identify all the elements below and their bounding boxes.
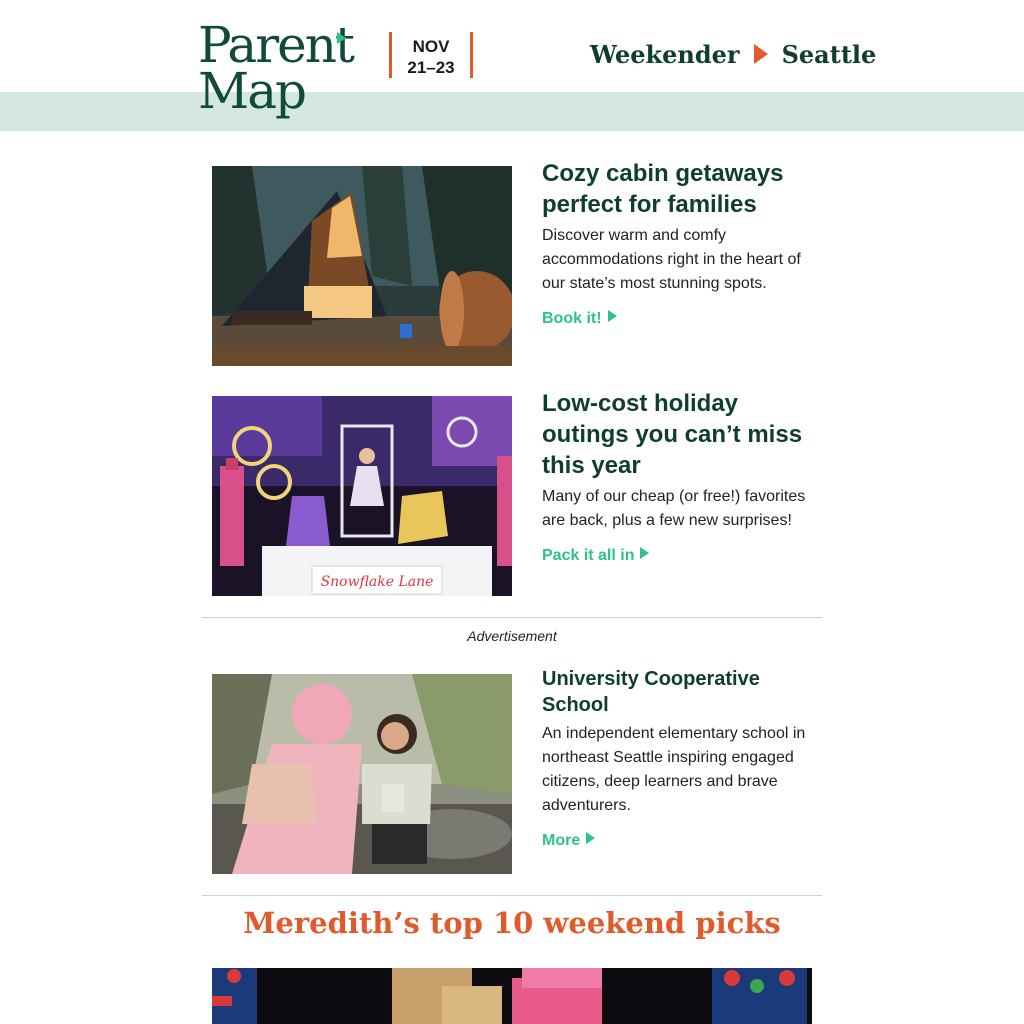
issue-range: 21–23 — [407, 58, 455, 77]
book-it-link[interactable] — [542, 310, 617, 328]
article-description: Many of our cheap (or free!) favorites are back, plus a few new surprises! — [542, 488, 806, 529]
pack-it-all-in-link[interactable] — [542, 547, 649, 565]
ad-description: An independent elementary school in northeast Seattle inspiring engaged citizens, deep learners and brave adventurers. — [542, 725, 806, 814]
parade-float-sign: Snowflake Lane — [320, 574, 434, 590]
issue-month: NOV — [412, 37, 450, 56]
divider — [202, 895, 822, 896]
play-arrow-icon — [586, 832, 595, 844]
logo-arrow-icon — [337, 32, 346, 44]
advertisement-label: Advertisement — [467, 628, 557, 644]
more-link[interactable] — [542, 832, 595, 850]
parentmap-logo[interactable] — [198, 14, 358, 124]
link-label: Book it! — [542, 310, 602, 327]
link-label: Pack it all in — [542, 547, 635, 564]
gingerbread-display-photo[interactable] — [212, 968, 812, 1024]
article-title[interactable]: Low-cost holiday outings you can’t miss this year — [542, 390, 803, 479]
play-arrow-icon — [608, 310, 617, 322]
article-description: Discover warm and comfy accommodations right in the heart of our state’s most stunning spots. — [542, 227, 801, 292]
a-frame-cabin-photo[interactable] — [212, 166, 512, 366]
divider — [202, 617, 822, 618]
logo-word-parent: Parent — [198, 16, 353, 74]
edition-label — [590, 38, 876, 70]
edition-city: Seattle — [781, 39, 877, 69]
article-title[interactable]: Cozy cabin getaways perfect for families — [542, 160, 784, 218]
snowflake-lane-parade-photo[interactable] — [212, 396, 512, 596]
ad-text — [542, 666, 822, 850]
article-text — [542, 388, 822, 565]
link-label: More — [542, 832, 581, 849]
children-exploring-shore-photo[interactable] — [212, 674, 512, 874]
issue-date — [389, 32, 473, 78]
edition-name: Weekender — [590, 39, 740, 69]
ad-title[interactable]: University Cooperative School — [542, 668, 760, 716]
play-arrow-icon — [640, 547, 649, 559]
logo-word-map: Map — [198, 62, 306, 120]
weekend-picks-title: Meredith’s top 10 weekend picks — [243, 906, 781, 940]
play-arrow-icon — [754, 44, 768, 64]
header-band — [0, 92, 1024, 131]
article-text — [542, 158, 822, 328]
